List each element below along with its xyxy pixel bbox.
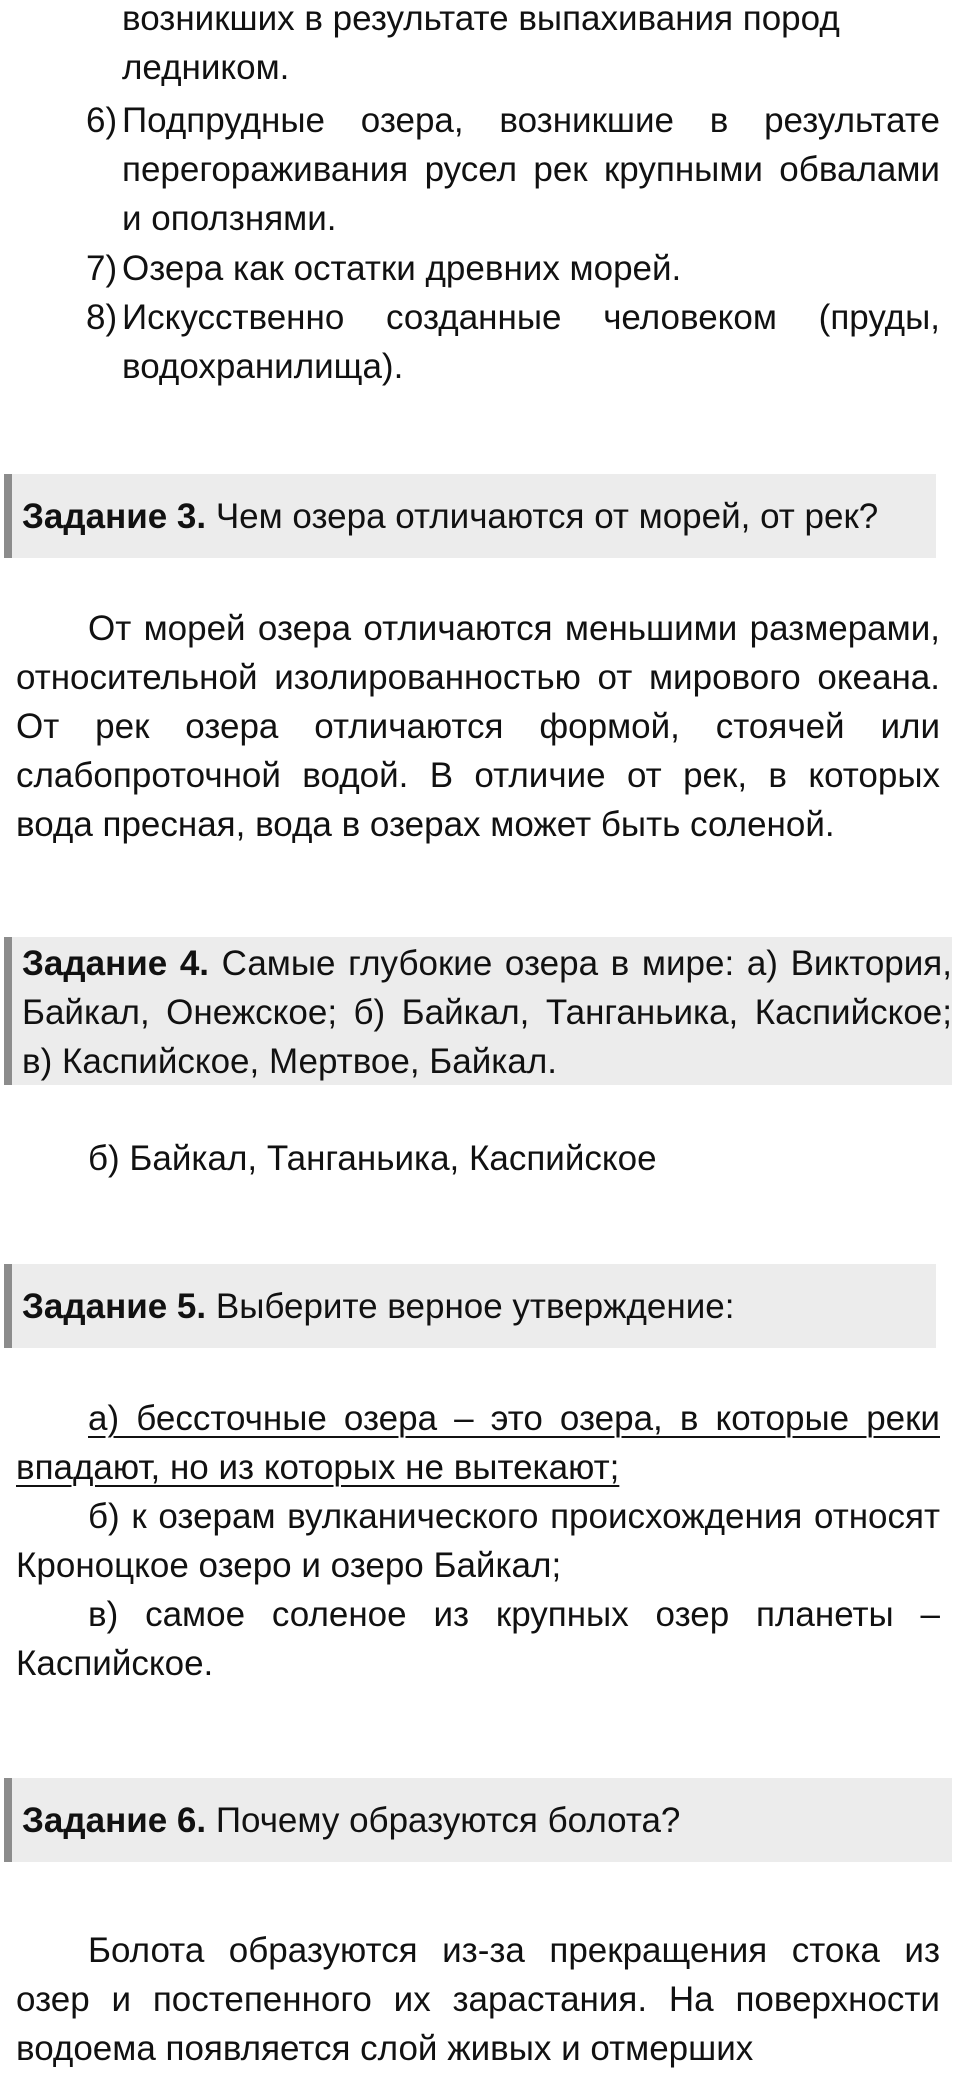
task-4-label: Задание 4. — [22, 944, 210, 983]
list-item-number: 8) — [86, 298, 118, 337]
list-item-text: Подпрудные озера, возникшие в результате перегораживания русел рек крупными обвалами и оползнями. — [122, 101, 940, 238]
list-continuation-line-2: ледником. — [122, 48, 290, 87]
list-item-number: 6) — [86, 101, 118, 140]
list-item-continuation — [122, 0, 940, 92]
task-5-option-a — [16, 1394, 940, 1492]
list-item-text: Озера как остатки древних морей. — [122, 249, 682, 288]
task-5-label: Задание 5. — [22, 1286, 207, 1326]
task-3-question: Чем озера отличаются от морей, от рек? — [215, 496, 879, 536]
task-3-label: Задание 3. — [22, 496, 207, 536]
task-5-question: Выберите верное утверждение: — [215, 1286, 735, 1326]
list-item — [86, 293, 940, 391]
list-continuation-line-1: возникших в результате выпахивания пород — [122, 0, 840, 38]
task-5-option-c: в) самое соленое из крупных озер планеты – Каспийское. — [16, 1595, 940, 1683]
list-item — [86, 96, 940, 243]
task-4-answer: б) Байкал, Танганьика, Каспийское — [88, 1139, 657, 1178]
task-5-box — [4, 1264, 936, 1348]
task-5-option-b: б) к озерам вулканического происхождения относят Кроноцкое озеро и озеро Байкал; — [16, 1497, 940, 1585]
task-6-question: Почему образуются болота? — [215, 1800, 681, 1840]
task-4-box — [4, 937, 952, 1085]
task-4-question: Самые глубокие озера в мире: а) Виктория, Байкал, Онежское; б) Байкал, Танганьика, Каспийское; в) Каспийское, Мертвое, Байкал. — [22, 944, 952, 1081]
task-3-box — [4, 474, 936, 558]
task-6-answer: Болота образуются из-за прекращения стока из озер и постепенного их зарастания. На поверхности водоема появляется слой живых и отмерших — [16, 1931, 940, 2068]
list-item — [86, 244, 940, 293]
task-3-answer: От морей озера отличаются меньшими размерами, относительной изолированностью от мирового океана. От рек озера отличаются формой, стоячей или слабопроточной водой. В отличие от рек, в которых вода пресная, вода в озерах может быть соленой. — [16, 609, 940, 844]
task-6-label: Задание 6. — [22, 1800, 207, 1840]
task-5-option-a-text: а) бессточные озера – это озера, в которые реки впадают, но из которых не вытекают; — [16, 1399, 940, 1487]
list-item-text: Искусственно созданные человеком (пруды, водохранилища). — [122, 298, 940, 386]
task-6-box — [4, 1778, 952, 1862]
list-item-number: 7) — [86, 249, 118, 288]
